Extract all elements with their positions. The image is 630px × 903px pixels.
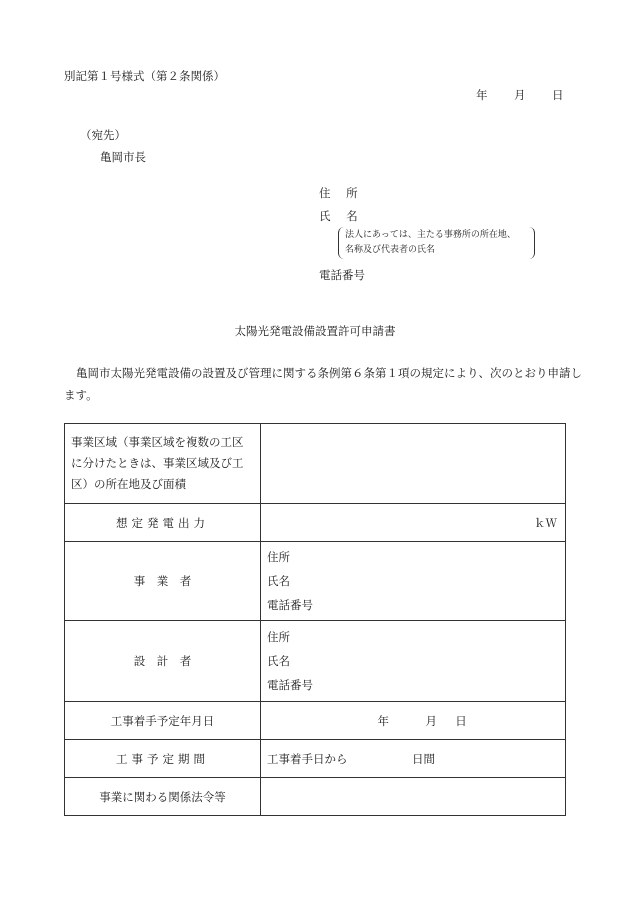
form-number-label: 別記第１号様式（第２条関係） — [64, 69, 225, 83]
period-from: 工事着手日から — [267, 751, 348, 766]
table-row-designer — [65, 621, 566, 702]
corporation-note-line1: 法人にあっては、主たる事務所の所在地、 — [345, 230, 516, 240]
table-row-output — [65, 504, 566, 542]
application-date — [476, 87, 564, 103]
laws-value[interactable] — [261, 778, 566, 816]
output-unit: ｋＷ — [534, 515, 557, 530]
designer-label: 設 計 者 — [65, 621, 261, 702]
operator-address-label: 住所 — [267, 550, 290, 564]
period-value[interactable] — [261, 740, 566, 778]
designer-value[interactable] — [261, 621, 566, 702]
operator-phone-label: 電話番号 — [267, 598, 313, 612]
application-statement: 亀岡市太陽光発電設備の設置及び管理に関する条例第６条第１項の規定により、次のとおり申請します。 — [64, 366, 582, 402]
period-label: 工事予定期間 — [65, 740, 261, 778]
applicant-name-label: 氏 名 — [319, 209, 364, 223]
operator-label: 事 業 者 — [65, 542, 261, 621]
table-row-period — [65, 740, 566, 778]
period-days: 日間 — [412, 751, 435, 766]
table-row-area — [65, 424, 566, 504]
operator-value[interactable] — [261, 542, 566, 621]
area-value[interactable] — [261, 424, 566, 504]
output-label: 想定発電出力 — [65, 504, 261, 542]
application-table — [64, 423, 566, 816]
addressee-label: （宛先） — [80, 128, 126, 142]
corporation-note-line2: 名称及び代表者の氏名 — [345, 245, 436, 255]
date-year: 年 — [476, 88, 488, 102]
corporation-note — [338, 227, 535, 259]
start-day: 日 — [455, 713, 467, 728]
date-day: 日 — [552, 88, 564, 102]
start-date-label: 工事着手予定年月日 — [65, 702, 261, 740]
table-row-start-date — [65, 702, 566, 740]
document-title: 太陽光発電設備設置許可申請書 — [234, 324, 396, 338]
designer-address-label: 住所 — [267, 630, 290, 644]
start-date-value[interactable] — [261, 702, 566, 740]
operator-name-label: 氏名 — [267, 574, 290, 588]
start-year: 年 — [377, 713, 389, 728]
designer-phone-label: 電話番号 — [267, 678, 313, 692]
designer-name-label: 氏名 — [267, 654, 290, 668]
addressee-name: 亀岡市長 — [100, 150, 146, 164]
start-month: 月 — [425, 713, 437, 728]
table-row-laws — [65, 778, 566, 816]
area-label: 事業区域（事業区域を複数の工区に分けたときは、事業区域及び工区）の所在地及び面積 — [65, 424, 261, 504]
date-month: 月 — [514, 88, 526, 102]
laws-label: 事業に関わる関係法令等 — [65, 778, 261, 816]
output-value[interactable] — [261, 504, 566, 542]
applicant-phone-label: 電話番号 — [319, 268, 365, 282]
table-row-operator — [65, 542, 566, 621]
applicant-address-label: 住 所 — [319, 186, 364, 200]
